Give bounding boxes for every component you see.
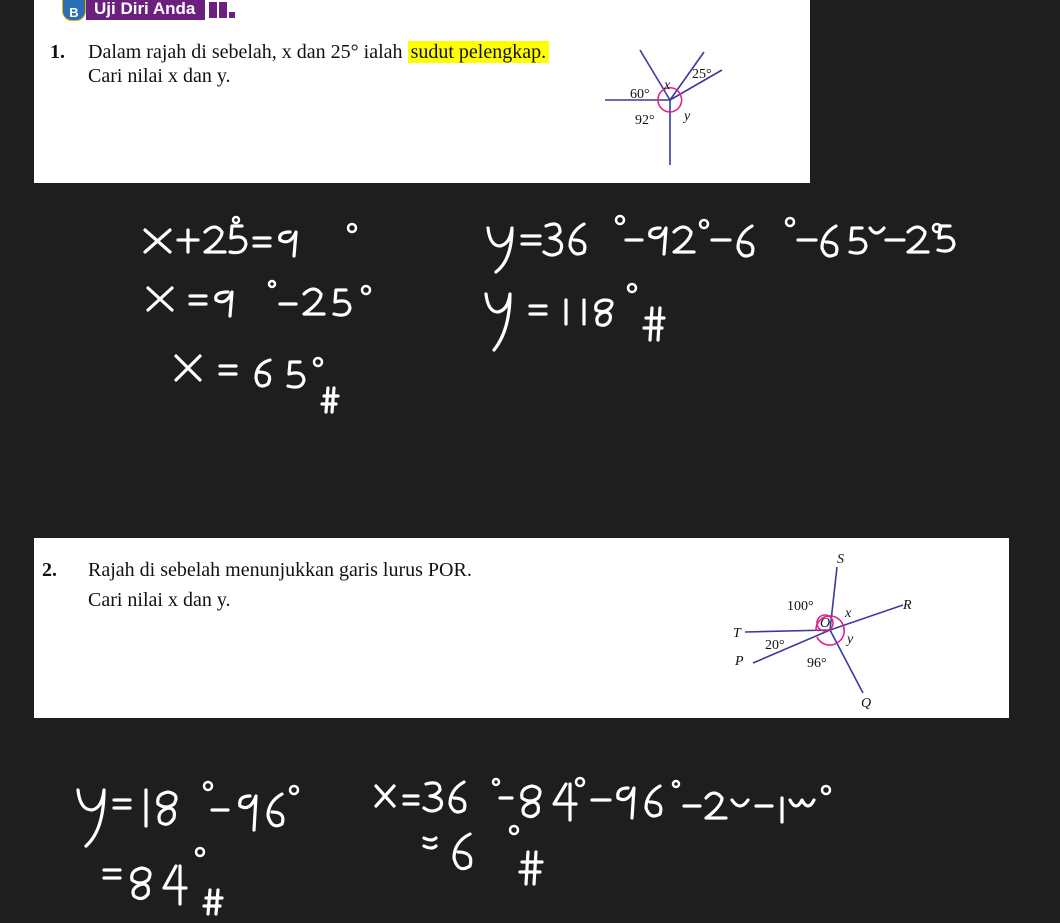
question-2-line1: Rajah di sebelah menunjukkan garis lurus POR. xyxy=(88,559,472,581)
label-92: 92° xyxy=(635,113,655,128)
question-1-line1: Dalam rajah di sebelah, x dan 25° ialah xyxy=(88,41,403,63)
handwriting-answer-2-y xyxy=(78,782,298,914)
question-1-number: 1. xyxy=(50,41,65,63)
label-20: 20° xyxy=(765,638,785,653)
label-P: P xyxy=(735,654,744,669)
book-icon: B xyxy=(62,0,86,21)
label-R: R xyxy=(903,598,912,613)
label-T: T xyxy=(733,626,741,641)
label-25: 25° xyxy=(692,67,712,82)
label-60: 60° xyxy=(630,87,650,102)
question-2-line2: Cari nilai x dan y. xyxy=(88,589,231,611)
label-x: x xyxy=(664,78,671,93)
section-title: Uji Diri Anda xyxy=(86,0,205,20)
label-Q: Q xyxy=(861,696,872,711)
label-96: 96° xyxy=(807,656,827,671)
label-y: y xyxy=(684,109,691,124)
label-O: O xyxy=(820,616,831,631)
label-x2: x xyxy=(845,606,852,621)
question-2-number: 2. xyxy=(42,559,57,581)
question-1-line2: Cari nilai x dan y. xyxy=(88,65,231,87)
handwriting-answer-2-x xyxy=(376,778,830,884)
label-S: S xyxy=(837,552,844,567)
label-100: 100° xyxy=(787,599,814,614)
highlighted-text: sudut pelengkap. xyxy=(408,41,550,63)
label-y2: y xyxy=(847,632,854,647)
